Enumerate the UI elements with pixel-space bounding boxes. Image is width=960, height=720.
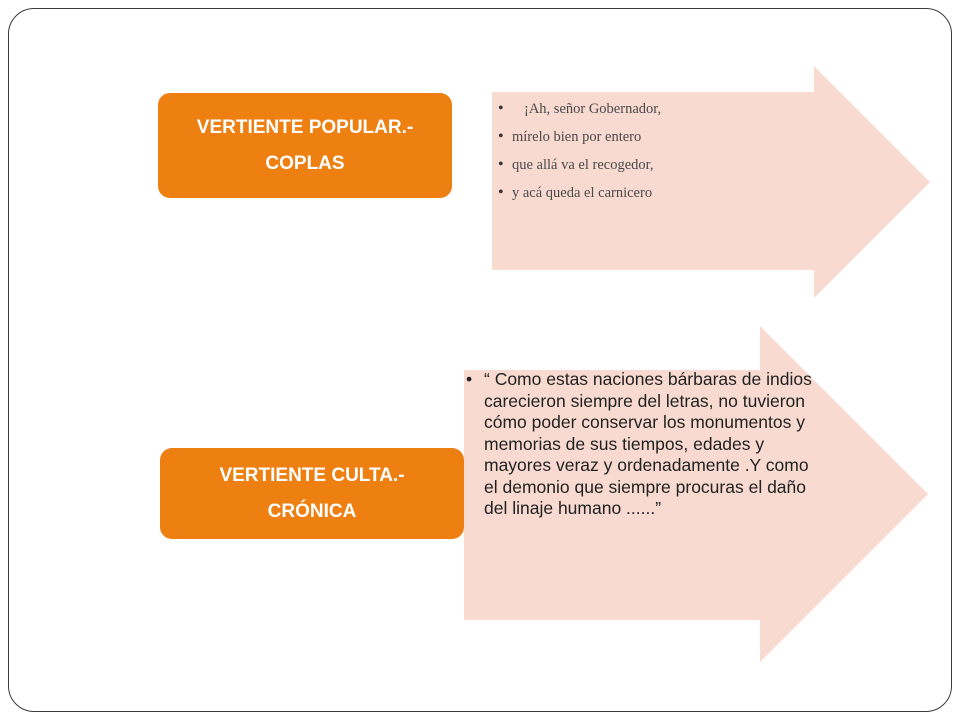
verse-line: • ¡Ah, señor Gobernador, [498, 95, 661, 123]
verse-line: • que allá va el recogedor, [498, 151, 661, 179]
verse-line: • y acá queda el carnicero [498, 179, 661, 207]
label-vertiente-popular [158, 93, 452, 198]
label-culta-line1: VERTIENTE CULTA.- [219, 464, 405, 486]
label-popular-line2: COPLAS [265, 152, 345, 174]
label-culta-line2: CRÓNICA [267, 500, 357, 522]
verse-line: • mírelo bien por entero [498, 123, 661, 151]
copla-verses [498, 95, 661, 207]
label-vertiente-culta [160, 448, 464, 539]
chronicle-text: • “ Como estas naciones bárbaras de indios carecieron siempre del letras, no tuvieron cómo poder conservar los monumentos y memorias de sus tiempos, edades y mayores veraz y ordenadamente .Y como el demonio que siempre procuras el daño del linaje humano ......” [466, 369, 816, 520]
chronicle-quote [466, 369, 816, 520]
label-popular-line1: VERTIENTE POPULAR.- [196, 116, 414, 138]
